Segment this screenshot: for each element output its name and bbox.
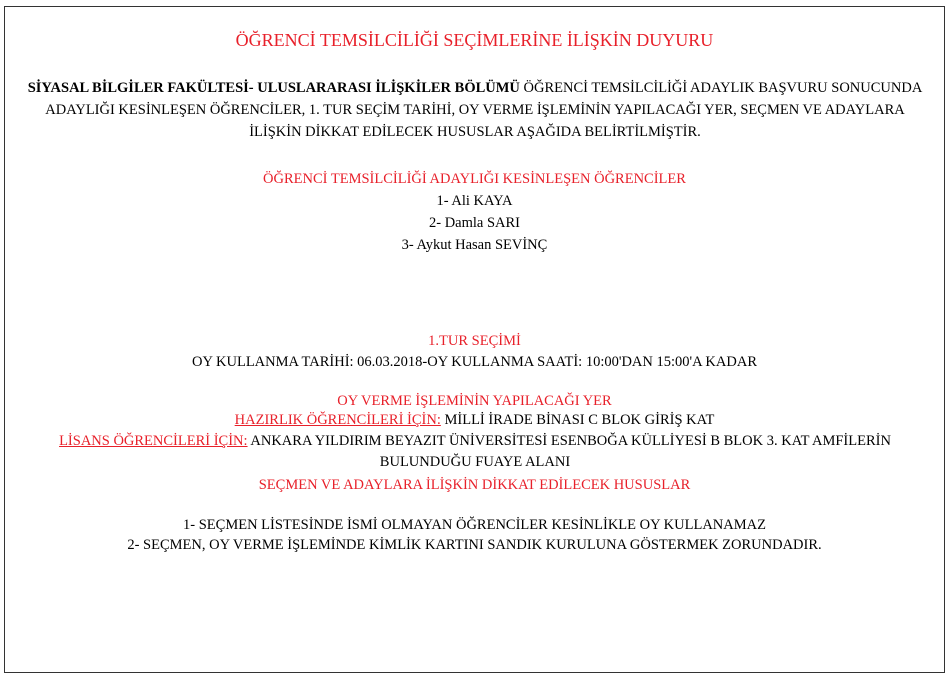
candidate-item: 3- Aykut Hasan SEVİNÇ — [401, 237, 548, 253]
undergrad-location — [25, 431, 925, 473]
round1-detail: OY KULLANMA TARİHİ: 06.03.2018-OY KULLANMA SAATİ: 10:00'DAN 15:00'A KADAR — [192, 354, 757, 370]
candidate-item: 1- Ali KAYA — [436, 193, 513, 209]
candidates-heading: ÖĞRENCİ TEMSİLCİLİĞİ ADAYLIĞI KESİNLEŞEN ÖĞRENCİLER — [263, 171, 686, 187]
note-item: 1- SEÇMEN LİSTESİNDE İSMİ OLMAYAN ÖĞRENCİLER KESİNLİKLE OY KULLANAMAZ — [183, 517, 766, 533]
undergrad-location-value: ANKARA YILDIRIM BEYAZIT ÜNİVERSİTESİ ESENBOĞA KÜLLİYESİ B BLOK 3. KAT AMFİLERİN BULUNDUĞU FUAYE ALANI — [247, 433, 891, 470]
prep-location-value: MİLLİ İRADE BİNASI C BLOK GİRİŞ KAT — [440, 412, 715, 428]
intro-paragraph — [25, 77, 925, 143]
round1-heading: 1.TUR SEÇİMİ — [428, 333, 521, 349]
note-item: 2- SEÇMEN, OY VERME İŞLEMİNDE KİMLİK KARTINI SANDIK KURULUNA GÖSTERMEK ZORUNDADIR. — [127, 537, 822, 553]
undergrad-location-label: LİSANS ÖĞRENCİLERİ İÇİN: — [59, 433, 248, 449]
announcement-title: ÖĞRENCİ TEMSİLCİLİĞİ SEÇİMLERİNE İLİŞKİN DUYURU — [235, 30, 714, 50]
notes-heading: SEÇMEN VE ADAYLARA İLİŞKİN DİKKAT EDİLECEK HUSUSLAR — [258, 477, 691, 493]
prep-location — [5, 410, 944, 431]
location-heading: OY VERME İŞLEMİNİN YAPILACAĞI YER — [337, 393, 612, 409]
intro-text: ÖĞRENCİ TEMSİLCİLİĞİ ADAYLIK BAŞVURU SONUCUNDA ADAYLIĞI KESİNLEŞEN ÖĞRENCİLER, 1. TUR SEÇİM TARİHİ, OY VERME İŞLEMİNİN YAPILACAĞI YER, SEÇMEN VE ADAYLARA İLİŞKİN DİKKAT EDİLECEK HUSUSLAR AŞAĞIDA BELİRTİLMİŞTİR. — [45, 80, 923, 140]
intro-department: SİYASAL BİLGİLER FAKÜLTESİ- ULUSLARARASI İLİŞKİLER BÖLÜMÜ — [27, 80, 520, 96]
candidate-item: 2- Damla SARI — [428, 215, 520, 231]
prep-location-label: HAZIRLIK ÖĞRENCİLERİ İÇİN: — [234, 412, 441, 428]
announcement-document — [4, 6, 945, 673]
